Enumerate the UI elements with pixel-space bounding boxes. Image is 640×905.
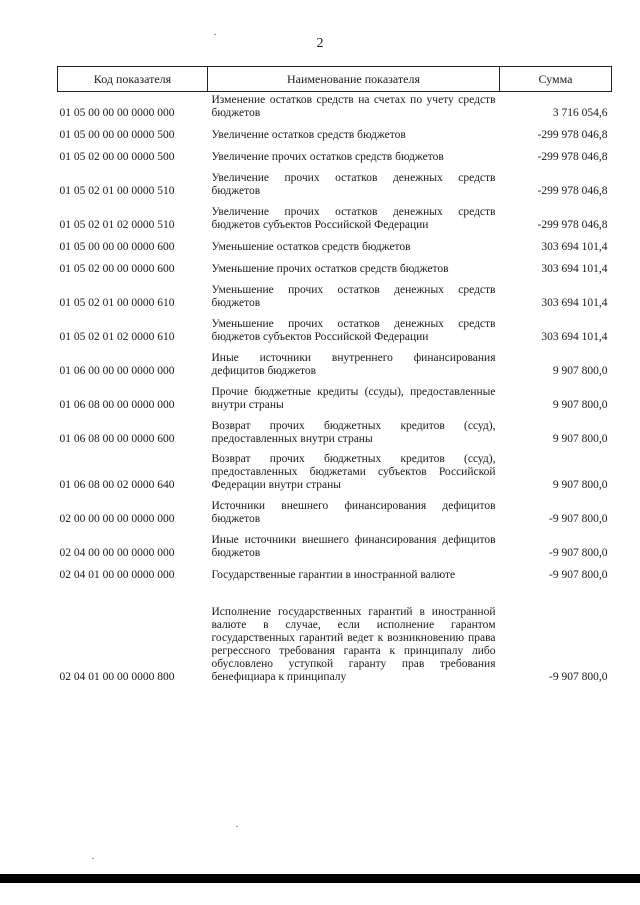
row-sum: -9 907 800,0: [549, 512, 608, 525]
row-sum: -299 978 046,8: [537, 150, 608, 163]
table-row: [58, 380, 612, 414]
table-row: [58, 92, 612, 122]
row-name: Изменение остатков средств на счетах по учету средств бюджетов: [211, 93, 496, 119]
row-sum: -9 907 800,0: [549, 546, 608, 559]
table-row: [58, 200, 612, 234]
row-code: 01 05 00 00 00 0000 500: [59, 128, 175, 141]
row-sum: -299 978 046,8: [537, 218, 608, 231]
scan-speck: [236, 826, 238, 827]
column-header-sum: Сумма: [500, 67, 612, 92]
table-row: [58, 234, 612, 256]
row-sum: 9 907 800,0: [552, 398, 608, 411]
row-code: 01 05 02 01 02 0000 510: [59, 218, 175, 231]
row-name: Уменьшение прочих остатков денежных средств бюджетов: [211, 283, 496, 309]
table-row: [58, 562, 612, 584]
table-row: [58, 346, 612, 380]
row-sum: 303 694 101,4: [541, 262, 608, 275]
row-sum: -299 978 046,8: [537, 184, 608, 197]
row-code: 01 06 08 00 00 0000 000: [59, 398, 175, 411]
row-sum: 303 694 101,4: [541, 330, 608, 343]
row-sum: -9 907 800,0: [549, 568, 608, 581]
row-sum: 303 694 101,4: [541, 240, 608, 253]
row-name: Иные источники внешнего финансирования дефицитов бюджетов: [211, 533, 496, 559]
row-code: 02 00 00 00 00 0000 000: [59, 512, 175, 525]
sources-table: [57, 66, 612, 686]
row-code: 01 05 02 01 00 0000 510: [59, 184, 175, 197]
table-row: [58, 278, 612, 312]
row-sum: -299 978 046,8: [537, 128, 608, 141]
row-code: 02 04 01 00 00 0000 000: [59, 568, 175, 581]
table-row: [58, 584, 612, 686]
row-name: Увеличение прочих остатков денежных средств бюджетов: [211, 171, 496, 197]
row-code: 01 05 02 00 00 0000 500: [59, 150, 175, 163]
scan-border-bar: [0, 874, 640, 883]
row-code: 01 06 08 00 00 0000 600: [59, 432, 175, 445]
scan-speck: [92, 858, 94, 859]
row-sum: 9 907 800,0: [552, 432, 608, 445]
row-code: 01 05 02 01 02 0000 610: [59, 330, 175, 343]
row-code: 01 06 00 00 00 0000 000: [59, 364, 175, 377]
row-name: Уменьшение прочих остатков денежных средств бюджетов субъектов Российской Федерации: [211, 317, 496, 343]
row-sum: 9 907 800,0: [552, 478, 608, 491]
row-code: 01 05 02 00 00 0000 600: [59, 262, 175, 275]
row-code: 01 05 00 00 00 0000 000: [59, 106, 175, 119]
row-name: Иные источники внутреннего финансирования дефицитов бюджетов: [211, 351, 496, 377]
row-sum: 3 716 054,6: [552, 106, 608, 119]
row-name: Возврат прочих бюджетных кредитов (ссуд), предоставленных внутри страны: [211, 419, 496, 445]
row-name: Исполнение государственных гарантий в иностранной валюте в случае, если исполнение гарантом государственных гарантий ведет к возникновению права регрессного требования гаранта к принципалу либо обусловлено уступкой гаранту прав требования бенефициара к принципалу: [211, 605, 496, 683]
table-row: [58, 312, 612, 346]
table-row: [58, 256, 612, 278]
row-name: Увеличение прочих остатков денежных средств бюджетов субъектов Российской Федерации: [211, 205, 496, 231]
row-sum: 303 694 101,4: [541, 296, 608, 309]
table-row: [58, 166, 612, 200]
row-name: Возврат прочих бюджетных кредитов (ссуд), предоставленных бюджетами субъектов Российской Федерации внутри страны: [211, 452, 496, 491]
row-code: 02 04 01 00 00 0000 800: [59, 670, 175, 683]
table-row: [58, 144, 612, 166]
scan-speck: [214, 34, 216, 35]
row-code: 01 05 02 01 00 0000 610: [59, 296, 175, 309]
table-row: [58, 414, 612, 448]
row-name: Государственные гарантии в иностранной валюте: [211, 568, 456, 581]
row-code: 01 05 00 00 00 0000 600: [59, 240, 175, 253]
column-header-name: Наименование показателя: [208, 67, 500, 92]
row-sum: -9 907 800,0: [549, 670, 608, 683]
table-body: [58, 92, 612, 686]
table-row: [58, 448, 612, 494]
row-code: 01 06 08 00 02 0000 640: [59, 478, 175, 491]
row-name: Источники внешнего финансирования дефицитов бюджетов: [211, 499, 496, 525]
row-name: Уменьшение остатков средств бюджетов: [211, 240, 411, 253]
row-name: Увеличение остатков средств бюджетов: [211, 128, 406, 141]
row-name: Уменьшение прочих остатков средств бюджетов: [211, 262, 449, 275]
page-number: 2: [316, 36, 324, 51]
column-header-code: Код показателя: [58, 67, 208, 92]
row-sum: 9 907 800,0: [552, 364, 608, 377]
row-code: 02 04 00 00 00 0000 000: [59, 546, 175, 559]
table-row: [58, 494, 612, 528]
row-name: Увеличение прочих остатков средств бюджетов: [211, 150, 444, 163]
table-row: [58, 122, 612, 144]
table-header-row: [58, 67, 612, 92]
row-name: Прочие бюджетные кредиты (ссуды), предоставленные внутри страны: [211, 385, 496, 411]
table-row: [58, 528, 612, 562]
